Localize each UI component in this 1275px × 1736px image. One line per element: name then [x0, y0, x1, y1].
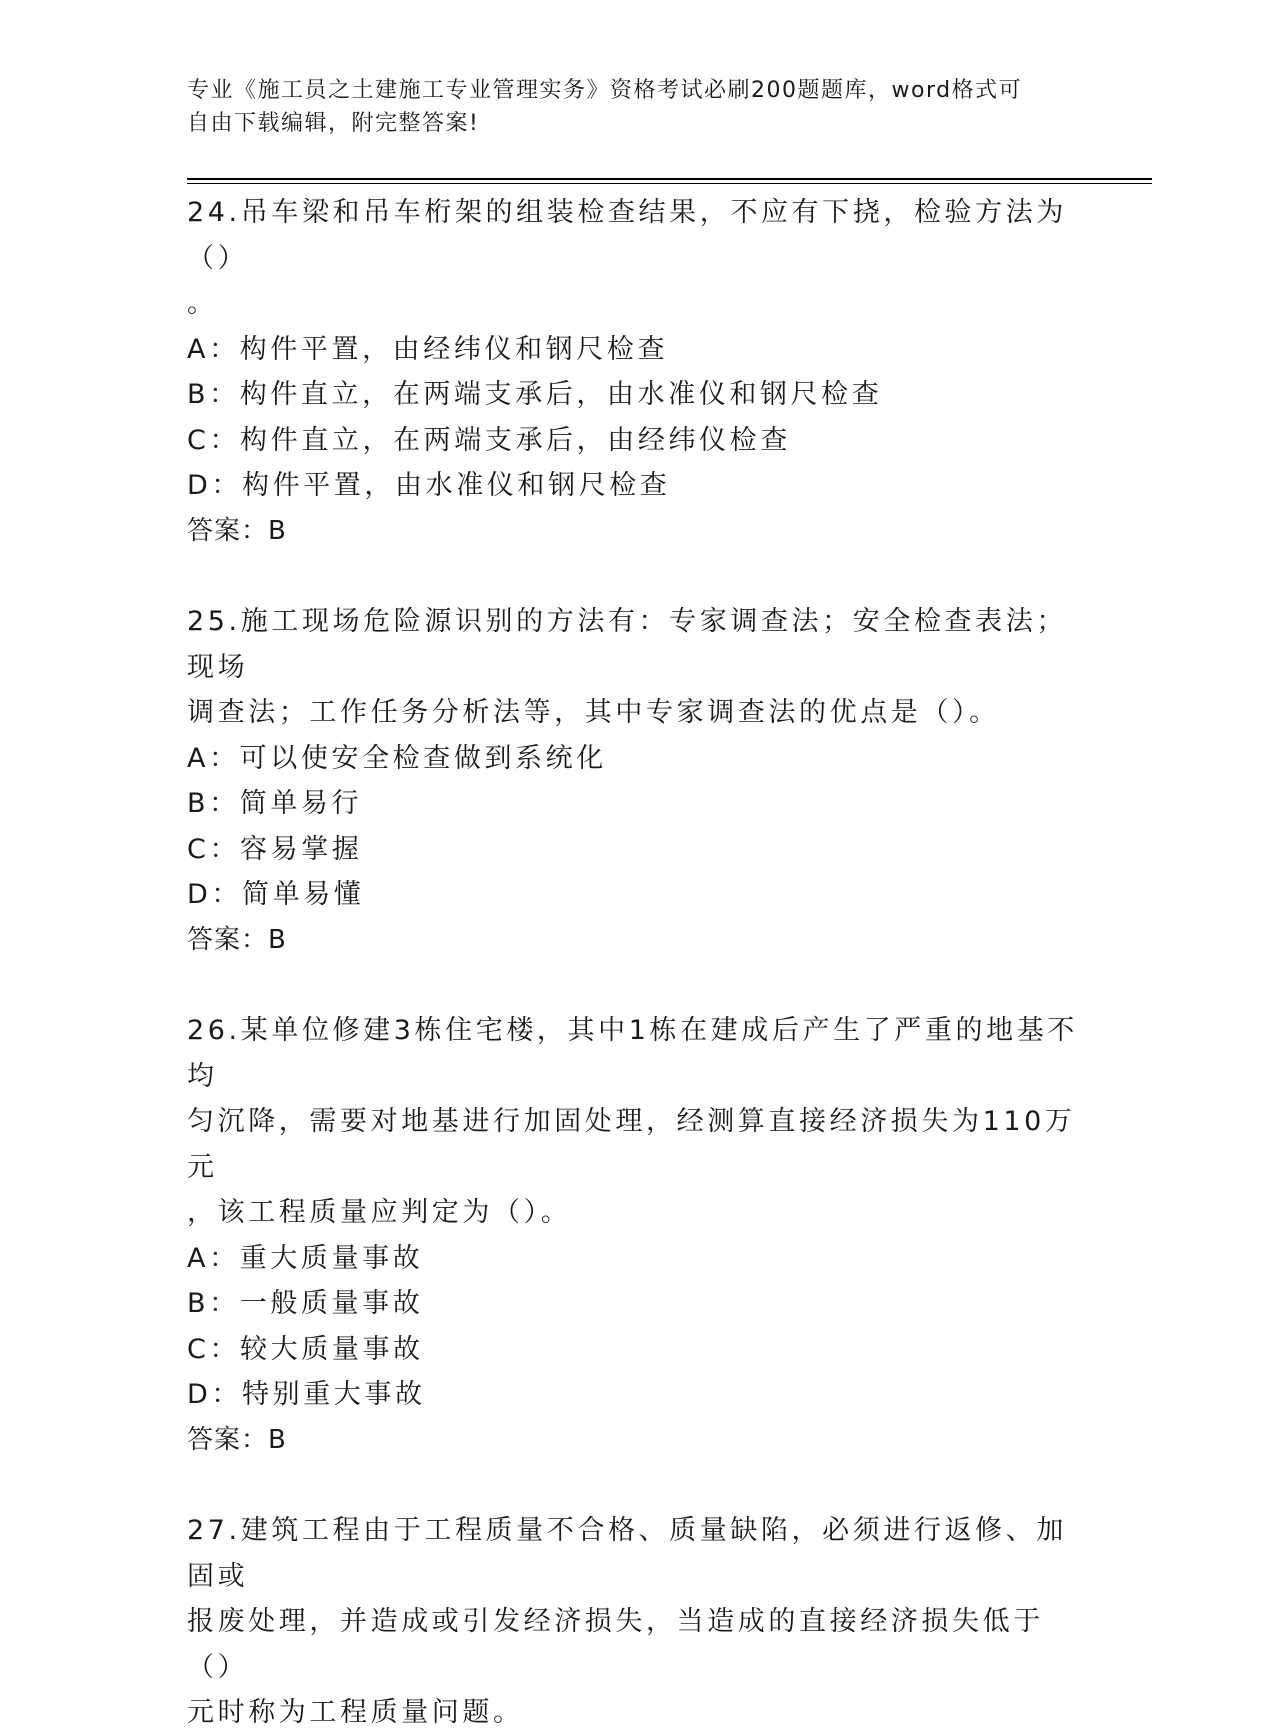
- answer-line: 答案：B: [187, 1424, 287, 1455]
- option-b: B：简单易行: [187, 788, 363, 819]
- question-spacer: [187, 554, 1087, 599]
- question-stem-line: 调查法；工作任务分析法等，其中专家调查法的优点是（）。: [187, 697, 1000, 728]
- question-stem-line: 24.吊车梁和吊车桁架的组装检查结果，不应有下挠，检验方法为（）: [187, 197, 1067, 274]
- header-line-2: 自由下载编辑，附完整答案!: [187, 111, 480, 136]
- question-stem-line: 报废处理，并造成或引发经济损失，当造成的直接经济损失低于（）: [187, 1606, 1044, 1683]
- question-list: [187, 190, 1087, 1736]
- option-c: C：较大质量事故: [187, 1333, 424, 1365]
- option-d: D：简单易懂: [187, 879, 365, 910]
- option-a: A：重大质量事故: [187, 1242, 424, 1274]
- question-stem-line: ，该工程质量应判定为（）。: [187, 1197, 572, 1228]
- header-divider-thick: [187, 178, 1152, 180]
- question-25: [187, 599, 1087, 963]
- option-d: D：构件平置，由水准仪和钢尺检查: [187, 470, 671, 501]
- option-b: B：构件直立，在两端支承后，由水准仪和钢尺检查: [187, 379, 883, 410]
- answer-line: 答案：B: [187, 924, 287, 955]
- option-d: D：特别重大事故: [187, 1379, 426, 1410]
- question-24: [187, 190, 1087, 554]
- question-spacer: [187, 1463, 1087, 1508]
- question-stem-line: 元时称为工程质量问题。: [187, 1697, 524, 1728]
- page-header: [187, 74, 1067, 140]
- question-stem-line: 26.某单位修建3栋住宅楼，其中1栋在建成后产生了严重的地基不均: [187, 1015, 1078, 1092]
- question-stem-line: 。: [187, 288, 218, 319]
- question-27: [187, 1508, 1087, 1736]
- question-stem-line: 25.施工现场危险源识别的方法有：专家调查法；安全检查表法；现场: [187, 606, 1067, 683]
- option-a: A：构件平置，由经纬仪和钢尺检查: [187, 333, 669, 365]
- option-a: A：可以使安全检查做到系统化: [187, 742, 607, 774]
- question-stem-line: 27.建筑工程由于工程质量不合格、质量缺陷，必须进行返修、加固或: [187, 1515, 1067, 1592]
- question-spacer: [187, 963, 1087, 1008]
- header-divider-thin: [187, 183, 1152, 184]
- option-c: C：容易掌握: [187, 833, 363, 865]
- question-stem-line: 匀沉降，需要对地基进行加固处理，经测算直接经济损失为110万元: [187, 1106, 1076, 1183]
- answer-line: 答案：B: [187, 515, 287, 546]
- header-line-1: 专业《施工员之土建施工专业管理实务》资格考试必刷200题题库，word格式可: [187, 78, 1023, 103]
- question-26: [187, 1008, 1087, 1463]
- option-b: B：一般质量事故: [187, 1288, 424, 1319]
- option-c: C：构件直立，在两端支承后，由经纬仪检查: [187, 424, 791, 456]
